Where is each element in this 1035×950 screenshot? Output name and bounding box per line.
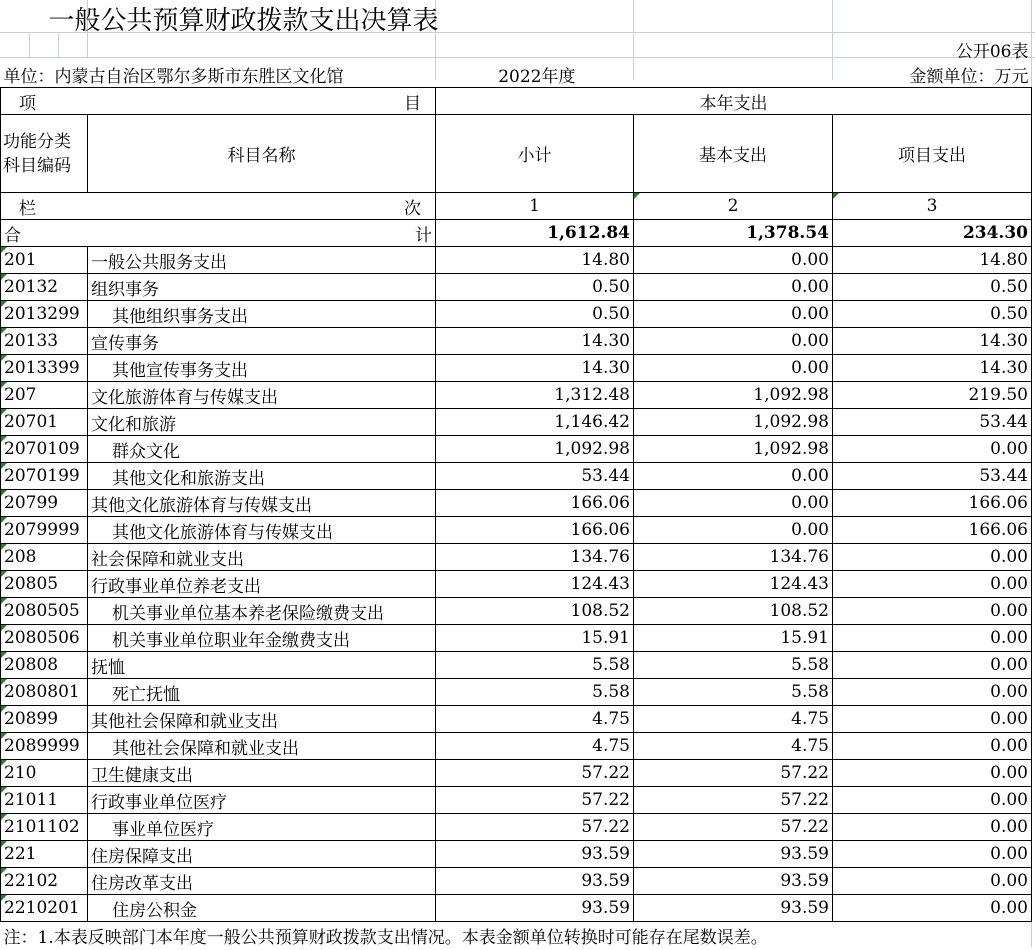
row-code: 2080801 <box>1 679 88 706</box>
row-basic: 93.59 <box>634 841 833 868</box>
row-name: 文化旅游体育与传媒支出 <box>88 382 436 409</box>
lan-label: 栏 <box>19 198 36 219</box>
row-name: 卫生健康支出 <box>88 760 436 787</box>
row-project: 0.00 <box>833 787 1032 814</box>
row-subtotal: 108.52 <box>436 598 634 625</box>
row-project: 219.50 <box>833 382 1032 409</box>
row-basic: 1,092.98 <box>634 382 833 409</box>
row-project: 0.00 <box>833 652 1032 679</box>
row-basic: 0.00 <box>634 355 833 382</box>
name-column-header: 科目名称 <box>88 115 436 193</box>
row-subtotal: 166.06 <box>436 517 634 544</box>
row-code: 2080505 <box>1 598 88 625</box>
row-subtotal: 93.59 <box>436 841 634 868</box>
row-basic: 134.76 <box>634 544 833 571</box>
row-project: 166.06 <box>833 490 1032 517</box>
row-name: 住房改革支出 <box>88 868 436 895</box>
row-project: 166.06 <box>833 517 1032 544</box>
table-row <box>1 706 1032 733</box>
row-basic: 0.00 <box>634 247 833 274</box>
table-row <box>1 571 1032 598</box>
row-name: 其他宣传事务支出 <box>88 355 436 382</box>
row-basic: 93.59 <box>634 895 833 922</box>
row-project: 0.00 <box>833 679 1032 706</box>
row-code: 2080506 <box>1 625 88 652</box>
row-basic: 124.43 <box>634 571 833 598</box>
row-subtotal: 4.75 <box>436 706 634 733</box>
row-name: 住房公积金 <box>88 895 436 922</box>
row-project: 0.00 <box>833 706 1032 733</box>
row-subtotal: 15.91 <box>436 625 634 652</box>
item-header <box>1 88 436 115</box>
row-code: 208 <box>1 544 88 571</box>
table-row <box>1 760 1032 787</box>
row-name: 住房保障支出 <box>88 841 436 868</box>
row-project: 14.30 <box>833 355 1032 382</box>
row-name: 文化和旅游 <box>88 409 436 436</box>
row-code: 2070109 <box>1 436 88 463</box>
table-row <box>1 787 1032 814</box>
row-subtotal: 14.30 <box>436 328 634 355</box>
footnote: 注：1.本表反映部门本年度一般公共预算财政拨款支出情况。本表金额单位转换时可能存在尾数误差。 <box>3 928 768 949</box>
row-subtotal: 57.22 <box>436 760 634 787</box>
total-left: 合 <box>4 225 21 246</box>
row-project: 0.50 <box>833 301 1032 328</box>
row-code: 201 <box>1 247 88 274</box>
row-subtotal: 124.43 <box>436 571 634 598</box>
row-subtotal: 1,092.98 <box>436 436 634 463</box>
row-code: 20899 <box>1 706 88 733</box>
table-row <box>1 598 1032 625</box>
row-code: 2070199 <box>1 463 88 490</box>
row-code: 2013399 <box>1 355 88 382</box>
row-subtotal: 5.58 <box>436 652 634 679</box>
row-code: 2089999 <box>1 733 88 760</box>
row-subtotal: 4.75 <box>436 733 634 760</box>
row-code: 210 <box>1 760 88 787</box>
row-name: 宣传事务 <box>88 328 436 355</box>
sheet-title: 一般公共预算财政拨款支出决算表 <box>48 6 439 36</box>
basic-column-header: 基本支出 <box>634 115 833 193</box>
total-right: 计 <box>415 225 432 246</box>
table-row <box>1 625 1032 652</box>
fiscal-year: 2022年度 <box>498 67 576 87</box>
row-name: 组织事务 <box>88 274 436 301</box>
amount-unit: 金额单位：万元 <box>909 67 1029 87</box>
row-subtotal: 53.44 <box>436 463 634 490</box>
row-project: 14.80 <box>833 247 1032 274</box>
row-basic: 108.52 <box>634 598 833 625</box>
row-project: 0.00 <box>833 571 1032 598</box>
row-project: 0.00 <box>833 895 1032 922</box>
row-basic: 1,092.98 <box>634 436 833 463</box>
total-project: 234.30 <box>833 220 1032 247</box>
table-row <box>1 544 1032 571</box>
row-code: 2101102 <box>1 814 88 841</box>
row-name: 一般公共服务支出 <box>88 247 436 274</box>
row-subtotal: 93.59 <box>436 868 634 895</box>
row-project: 53.44 <box>833 409 1032 436</box>
row-code: 20808 <box>1 652 88 679</box>
item-right: 目 <box>404 93 421 114</box>
code-column-header: 功能分类科目编码 <box>1 115 88 193</box>
row-subtotal: 14.30 <box>436 355 634 382</box>
row-project: 0.00 <box>833 625 1032 652</box>
row-name: 其他文化旅游体育与传媒支出 <box>88 517 436 544</box>
row-project: 0.00 <box>833 814 1032 841</box>
row-project: 53.44 <box>833 463 1032 490</box>
row-name: 行政事业单位医疗 <box>88 787 436 814</box>
project-column-header: 项目支出 <box>833 115 1032 193</box>
row-name: 其他社会保障和就业支出 <box>88 706 436 733</box>
row-code: 20133 <box>1 328 88 355</box>
row-name: 其他社会保障和就业支出 <box>88 733 436 760</box>
row-basic: 93.59 <box>634 868 833 895</box>
row-subtotal: 166.06 <box>436 490 634 517</box>
table-row <box>1 355 1032 382</box>
table-row <box>1 868 1032 895</box>
row-project: 0.00 <box>833 544 1032 571</box>
row-code: 21011 <box>1 787 88 814</box>
row-code: 2210201 <box>1 895 88 922</box>
row-basic: 0.00 <box>634 328 833 355</box>
total-basic: 1,378.54 <box>634 220 833 247</box>
table-row <box>1 733 1032 760</box>
table-row <box>1 436 1032 463</box>
row-name: 其他组织事务支出 <box>88 301 436 328</box>
row-subtotal: 14.80 <box>436 247 634 274</box>
row-project: 0.00 <box>833 598 1032 625</box>
table-row <box>1 328 1032 355</box>
row-project: 0.00 <box>833 760 1032 787</box>
column-index-label <box>1 193 436 220</box>
row-subtotal: 1,146.42 <box>436 409 634 436</box>
table-row <box>1 274 1032 301</box>
row-basic: 0.00 <box>634 301 833 328</box>
total-label <box>1 220 436 247</box>
table-row <box>1 814 1032 841</box>
table-row <box>1 247 1032 274</box>
row-name: 死亡抚恤 <box>88 679 436 706</box>
row-subtotal: 57.22 <box>436 814 634 841</box>
current-year-header: 本年支出 <box>436 88 1032 115</box>
row-name: 行政事业单位养老支出 <box>88 571 436 598</box>
column-index-2: 2 <box>634 193 833 220</box>
table-row <box>1 382 1032 409</box>
row-code: 22102 <box>1 868 88 895</box>
form-number: 公开06表 <box>955 42 1029 62</box>
row-subtotal: 0.50 <box>436 301 634 328</box>
table-row <box>1 490 1032 517</box>
row-name: 事业单位医疗 <box>88 814 436 841</box>
row-basic: 0.00 <box>634 274 833 301</box>
row-project: 0.00 <box>833 733 1032 760</box>
row-project: 14.30 <box>833 328 1032 355</box>
row-code: 2013299 <box>1 301 88 328</box>
item-left: 项 <box>19 93 36 114</box>
row-name: 机关事业单位基本养老保险缴费支出 <box>88 598 436 625</box>
row-basic: 57.22 <box>634 814 833 841</box>
row-basic: 15.91 <box>634 625 833 652</box>
row-code: 20799 <box>1 490 88 517</box>
row-code: 207 <box>1 382 88 409</box>
row-subtotal: 0.50 <box>436 274 634 301</box>
row-basic: 0.00 <box>634 490 833 517</box>
row-code: 20701 <box>1 409 88 436</box>
row-subtotal: 93.59 <box>436 895 634 922</box>
table-row <box>1 517 1032 544</box>
row-basic: 4.75 <box>634 733 833 760</box>
row-basic: 5.58 <box>634 679 833 706</box>
row-subtotal: 1,312.48 <box>436 382 634 409</box>
column-index-1: 1 <box>436 193 634 220</box>
row-subtotal: 5.58 <box>436 679 634 706</box>
row-basic: 5.58 <box>634 652 833 679</box>
column-index-3: 3 <box>833 193 1032 220</box>
row-name: 抚恤 <box>88 652 436 679</box>
row-basic: 4.75 <box>634 706 833 733</box>
row-code: 221 <box>1 841 88 868</box>
row-basic: 57.22 <box>634 787 833 814</box>
row-project: 0.00 <box>833 841 1032 868</box>
table-row <box>1 652 1032 679</box>
row-basic: 57.22 <box>634 760 833 787</box>
table-row <box>1 301 1032 328</box>
subtotal-column-header: 小计 <box>436 115 634 193</box>
row-project: 0.00 <box>833 868 1032 895</box>
table-row <box>1 409 1032 436</box>
row-name: 社会保障和就业支出 <box>88 544 436 571</box>
row-basic: 0.00 <box>634 463 833 490</box>
table-row <box>1 895 1032 922</box>
row-name: 群众文化 <box>88 436 436 463</box>
row-name: 其他文化旅游体育与传媒支出 <box>88 490 436 517</box>
row-name: 机关事业单位职业年金缴费支出 <box>88 625 436 652</box>
row-project: 0.00 <box>833 436 1032 463</box>
row-basic: 1,092.98 <box>634 409 833 436</box>
row-code: 20132 <box>1 274 88 301</box>
table-row <box>1 463 1032 490</box>
row-basic: 0.00 <box>634 517 833 544</box>
row-code: 20805 <box>1 571 88 598</box>
total-subtotal: 1,612.84 <box>436 220 634 247</box>
table-row <box>1 841 1032 868</box>
row-project: 0.50 <box>833 274 1032 301</box>
unit-label: 单位：内蒙古自治区鄂尔多斯市东胜区文化馆 <box>3 67 344 87</box>
row-name: 其他文化和旅游支出 <box>88 463 436 490</box>
row-code: 2079999 <box>1 517 88 544</box>
row-subtotal: 57.22 <box>436 787 634 814</box>
ci-label: 次 <box>404 198 421 219</box>
table-row <box>1 679 1032 706</box>
row-subtotal: 134.76 <box>436 544 634 571</box>
